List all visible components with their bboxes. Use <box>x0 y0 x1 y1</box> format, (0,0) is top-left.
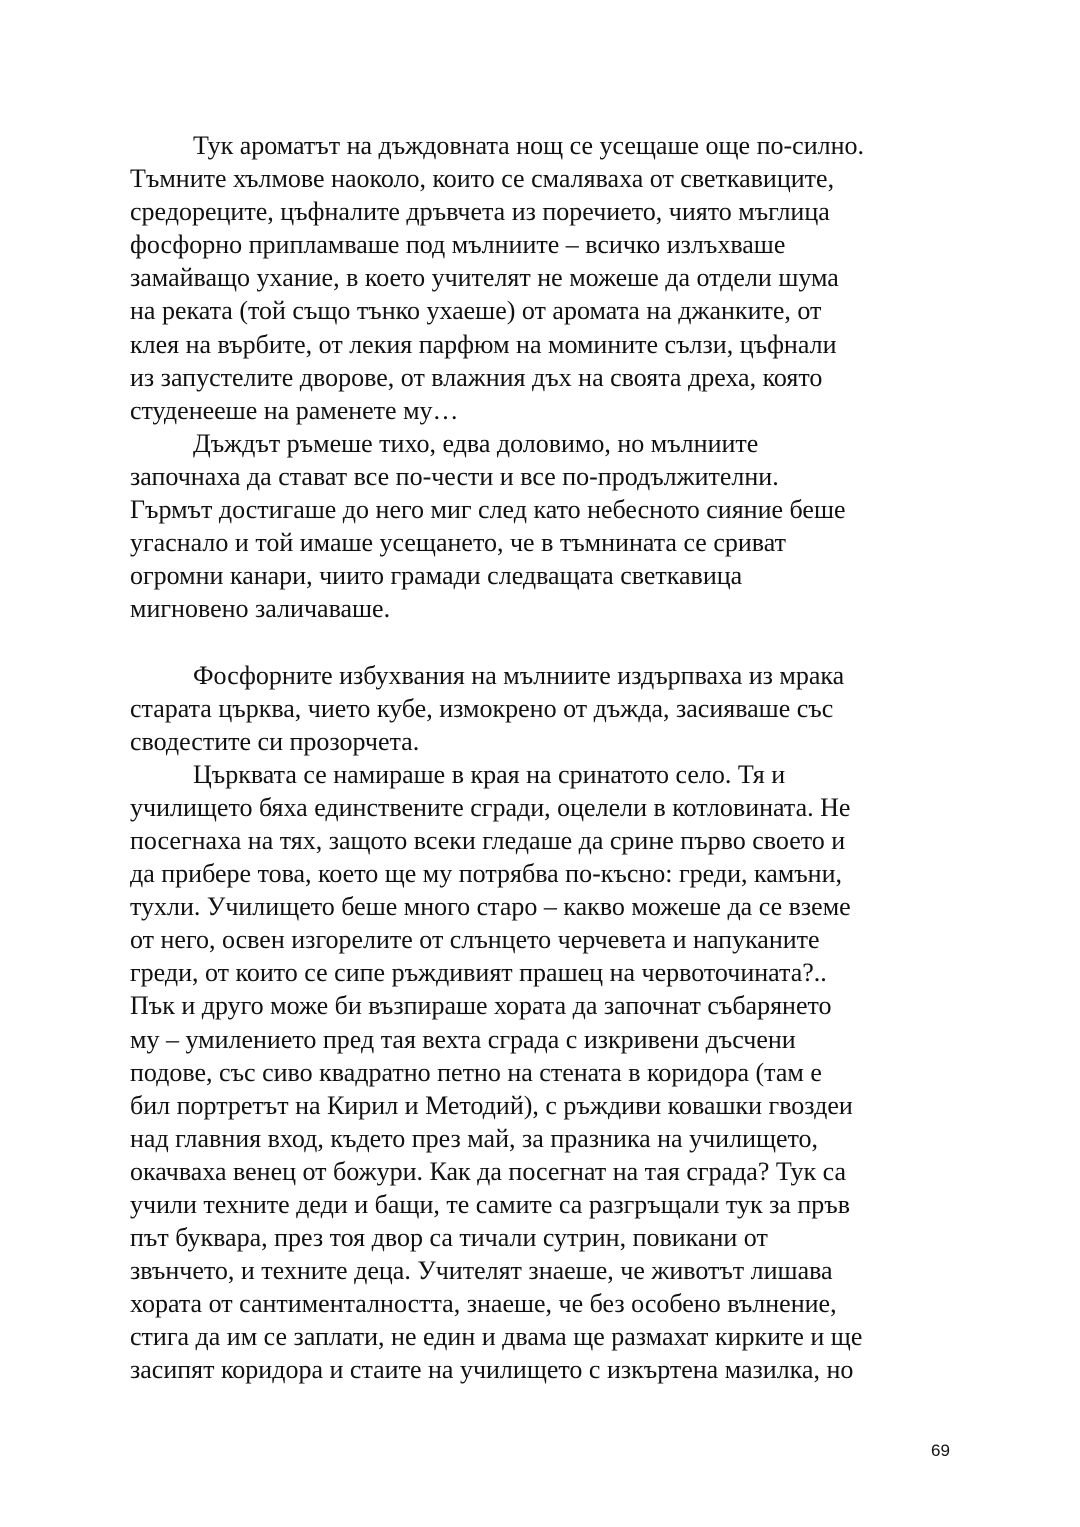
text-line: студенееше на раменете му… <box>130 395 459 425</box>
text-line: Гърмът достигаше до него миг след като небесното сияние беше <box>130 495 846 525</box>
text-line: от него, освен изгорелите от слънцето черчевета и напуканите <box>130 925 820 955</box>
text-line: училището бяха единствените сгради, оцелели в котловината. Не <box>130 792 851 822</box>
text-line: фосфорно припламваше под мълниите – всичко излъхваше <box>130 230 786 260</box>
paragraph <box>130 129 970 427</box>
text-line: сводестите си прозорчета. <box>130 726 420 756</box>
text-line: старата църква, чието кубе, измокрено от дъжда, засияваше със <box>130 693 834 723</box>
section-break <box>130 625 970 658</box>
text-line: подове, със сиво квадратно петно на стената в коридора (там е <box>130 1057 822 1087</box>
text-line: Дъждът ръмеше тихо, едва доловимо, но мълниите <box>193 428 759 458</box>
text-line: посегнаха на тях, защото всеки гледаше да срине първо своето и <box>130 825 846 855</box>
text-line: огромни канари, чиито грамади следващата светкавица <box>130 561 743 591</box>
text-line: учили техните деди и бащи, те самите са разгръщали тук за пръв <box>130 1190 851 1219</box>
text-line: клея на върбите, от лекия парфюм на момините сълзи, цъфнали <box>130 329 837 359</box>
paragraph <box>130 659 970 758</box>
text-line: средореците, цъфналите дръвчета из поречието, чиято мъглица <box>130 197 830 227</box>
text-line: Църквата се намираше в края на сринатото село. Тя и <box>193 759 786 789</box>
text-line: стига да им се заплати, не един и двама ще размахат кирките и ще <box>130 1322 863 1352</box>
text-line: засипят коридора и стаите на училището с изкъртена мазилка, но <box>130 1355 854 1385</box>
text-line: Тук ароматът на дъждовната нощ се усещаше още по-силно. <box>193 131 864 160</box>
text-line: започнаха да стават все по-чести и все по-продължителни. <box>130 461 779 491</box>
text-line: Фосфорните избухвания на мълниите издърпваха из мрака <box>193 660 845 690</box>
text-line: над главния вход, където през май, за празника на училището, <box>130 1123 819 1153</box>
paragraph <box>130 758 970 1387</box>
text-line: хората от сантименталността, знаеше, че без особено вълнение, <box>130 1289 837 1319</box>
text-line: угаснало и той имаше усещането, че в тъмнината се сриват <box>130 528 786 558</box>
text-line: окачваха венец от божури. Как да посегнат на тая сграда? Тук са <box>130 1156 847 1186</box>
text-line: греди, от които се сипе ръждивият прашец на червоточината?.. <box>130 958 827 988</box>
text-line: му – умилението пред тая вехта сграда с изкривени дъсчени <box>130 1024 796 1054</box>
text-line: бил портретът на Кирил и Методий), с ръждиви ковашки гвоздеи <box>130 1090 853 1120</box>
text-line: мигновено заличаваше. <box>130 594 391 624</box>
text-line: из запустелите дворове, от влажния дъх на своята дреха, която <box>130 362 823 392</box>
text-body <box>130 129 970 1387</box>
page-number: 69 <box>931 1441 950 1460</box>
text-line: тухли. Училището беше много старо – какво можеше да се вземе <box>130 892 851 922</box>
paragraph <box>130 427 970 626</box>
text-line: да прибере това, което ще му потрябва по-късно: греди, камъни, <box>130 859 843 889</box>
text-line: Тъмните хълмове наоколо, които се смаляваха от светкавиците, <box>130 164 835 194</box>
text-line: замайващо ухание, в което учителят не можеше да отдели шума <box>130 263 839 293</box>
text-line: път буквара, през тоя двор са тичали сутрин, повикани от <box>130 1223 768 1253</box>
text-line: на реката (той също тънко ухаеше) от аромата на джанките, от <box>130 296 822 326</box>
text-line: звънчето, и техните деца. Учителят знаеше, че животът лишава <box>130 1256 833 1286</box>
text-line: Пък и друго може би възпираше хората да започнат събарянето <box>130 991 832 1021</box>
